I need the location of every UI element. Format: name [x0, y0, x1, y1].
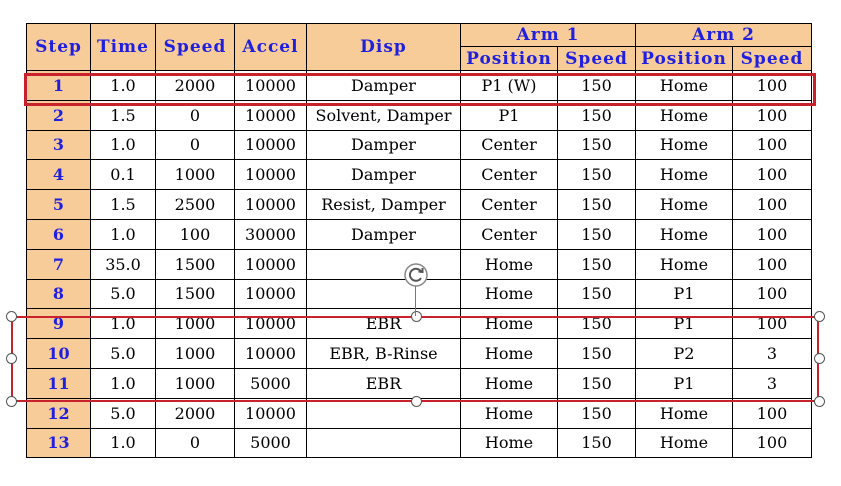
cell-arm2-speed: 3 [733, 339, 812, 369]
cell-speed: 2000 [156, 71, 235, 101]
cell-disp [307, 428, 461, 458]
cell-arm1-position: Home [461, 368, 558, 398]
cell-arm2-speed: 100 [733, 219, 812, 249]
cell-disp: Damper [307, 219, 461, 249]
cell-time: 1.5 [91, 190, 156, 220]
cell-step: 7 [27, 249, 91, 279]
header-time: Time [91, 24, 156, 71]
cell-step: 10 [27, 339, 91, 369]
header-arm2: Arm 2 [636, 24, 812, 47]
rotate-icon[interactable] [403, 262, 429, 288]
cell-disp: Resist, Damper [307, 190, 461, 220]
cell-step: 13 [27, 428, 91, 458]
cell-time: 1.0 [91, 219, 156, 249]
cell-arm2-position: Home [636, 428, 733, 458]
cell-arm1-speed: 150 [558, 71, 636, 101]
cell-speed: 0 [156, 428, 235, 458]
cell-arm1-speed: 150 [558, 160, 636, 190]
cell-arm2-speed: 100 [733, 71, 812, 101]
cell-arm2-position: Home [636, 71, 733, 101]
table-row [27, 190, 812, 220]
header-arm1: Arm 1 [461, 24, 636, 47]
table-row [27, 368, 812, 398]
table-row [27, 219, 812, 249]
cell-arm2-speed: 100 [733, 130, 812, 160]
cell-arm1-speed: 150 [558, 368, 636, 398]
cell-arm2-speed: 100 [733, 100, 812, 130]
cell-accel: 10000 [235, 100, 307, 130]
header-arm1-speed: Speed [558, 47, 636, 71]
cell-arm1-position: Center [461, 130, 558, 160]
cell-disp: Solvent, Damper [307, 100, 461, 130]
cell-accel: 30000 [235, 219, 307, 249]
cell-step: 5 [27, 190, 91, 220]
cell-arm1-speed: 150 [558, 249, 636, 279]
cell-arm2-position: Home [636, 219, 733, 249]
cell-accel: 10000 [235, 130, 307, 160]
cell-accel: 10000 [235, 71, 307, 101]
cell-arm1-position: Home [461, 249, 558, 279]
cell-time: 5.0 [91, 398, 156, 428]
cell-speed: 0 [156, 130, 235, 160]
cell-arm1-speed: 150 [558, 190, 636, 220]
cell-arm2-speed: 100 [733, 249, 812, 279]
cell-accel: 5000 [235, 368, 307, 398]
cell-speed: 1500 [156, 279, 235, 309]
header-speed: Speed [156, 24, 235, 71]
cell-disp [307, 249, 461, 279]
cell-step: 3 [27, 130, 91, 160]
resize-handle-bottom-left[interactable] [6, 396, 17, 407]
cell-arm2-speed: 100 [733, 160, 812, 190]
cell-arm2-position: Home [636, 398, 733, 428]
cell-arm1-position: Center [461, 190, 558, 220]
header-arm2-speed: Speed [733, 47, 812, 71]
cell-step: 4 [27, 160, 91, 190]
cell-arm1-speed: 150 [558, 339, 636, 369]
cell-arm2-position: Home [636, 130, 733, 160]
cell-arm1-position: Home [461, 428, 558, 458]
cell-speed: 1000 [156, 339, 235, 369]
cell-step: 2 [27, 100, 91, 130]
table-row [27, 160, 812, 190]
cell-arm1-position: Home [461, 339, 558, 369]
header-step: Step [27, 24, 91, 71]
cell-arm2-position: P1 [636, 279, 733, 309]
cell-step: 11 [27, 368, 91, 398]
cell-arm1-speed: 150 [558, 309, 636, 339]
resize-handle-middle-left[interactable] [6, 353, 17, 364]
cell-arm2-position: Home [636, 100, 733, 130]
cell-speed: 2500 [156, 190, 235, 220]
cell-accel: 5000 [235, 428, 307, 458]
resize-handle-top-left[interactable] [6, 311, 17, 322]
cell-disp [307, 279, 461, 309]
cell-arm2-position: Home [636, 160, 733, 190]
cell-accel: 10000 [235, 249, 307, 279]
cell-time: 35.0 [91, 249, 156, 279]
cell-accel: 10000 [235, 309, 307, 339]
cell-time: 0.1 [91, 160, 156, 190]
cell-time: 1.5 [91, 100, 156, 130]
cell-step: 1 [27, 71, 91, 101]
cell-step: 6 [27, 219, 91, 249]
cell-step: 8 [27, 279, 91, 309]
cell-arm1-speed: 150 [558, 100, 636, 130]
cell-arm1-speed: 150 [558, 130, 636, 160]
cell-accel: 10000 [235, 160, 307, 190]
cell-disp: Damper [307, 71, 461, 101]
resize-handle-middle-right[interactable] [814, 353, 825, 364]
cell-disp: EBR [307, 309, 461, 339]
cell-arm1-position: Center [461, 219, 558, 249]
cell-time: 1.0 [91, 309, 156, 339]
cell-arm1-speed: 150 [558, 398, 636, 428]
header-arm2-position: Position [636, 47, 733, 71]
cell-arm2-position: P1 [636, 309, 733, 339]
cell-arm2-speed: 100 [733, 279, 812, 309]
cell-arm2-speed: 100 [733, 428, 812, 458]
cell-arm2-speed: 3 [733, 368, 812, 398]
resize-handle-bottom-middle[interactable] [411, 396, 422, 407]
cell-arm2-position: Home [636, 190, 733, 220]
header-arm1-position: Position [461, 47, 558, 71]
cell-disp: Damper [307, 130, 461, 160]
cell-arm2-speed: 100 [733, 398, 812, 428]
cell-time: 1.0 [91, 71, 156, 101]
cell-arm1-speed: 150 [558, 279, 636, 309]
cell-speed: 1000 [156, 160, 235, 190]
header-disp: Disp [307, 24, 461, 71]
cell-arm2-position: P2 [636, 339, 733, 369]
recipe-table [26, 23, 812, 458]
cell-time: 1.0 [91, 428, 156, 458]
header-accel: Accel [235, 24, 307, 71]
cell-speed: 1000 [156, 309, 235, 339]
table-row [27, 100, 812, 130]
cell-arm2-speed: 100 [733, 190, 812, 220]
cell-arm2-position: P1 [636, 368, 733, 398]
cell-disp: EBR [307, 368, 461, 398]
cell-speed: 1500 [156, 249, 235, 279]
cell-disp [307, 398, 461, 428]
cell-arm2-position: Home [636, 249, 733, 279]
cell-time: 1.0 [91, 130, 156, 160]
cell-time: 1.0 [91, 368, 156, 398]
table-row [27, 130, 812, 160]
cell-time: 5.0 [91, 279, 156, 309]
cell-arm1-position: Home [461, 398, 558, 428]
cell-arm2-speed: 100 [733, 309, 812, 339]
table-row [27, 428, 812, 458]
cell-time: 5.0 [91, 339, 156, 369]
cell-accel: 10000 [235, 398, 307, 428]
cell-arm1-position: Home [461, 309, 558, 339]
cell-accel: 10000 [235, 279, 307, 309]
cell-arm1-position: Home [461, 279, 558, 309]
cell-arm1-position: Center [461, 160, 558, 190]
cell-speed: 100 [156, 219, 235, 249]
resize-handle-top-right[interactable] [814, 311, 825, 322]
cell-step: 12 [27, 398, 91, 428]
cell-disp: Damper [307, 160, 461, 190]
cell-arm1-speed: 150 [558, 219, 636, 249]
cell-step: 9 [27, 309, 91, 339]
table-row [27, 339, 812, 369]
resize-handle-bottom-right[interactable] [814, 396, 825, 407]
cell-speed: 0 [156, 100, 235, 130]
cell-arm1-speed: 150 [558, 428, 636, 458]
cell-accel: 10000 [235, 339, 307, 369]
cell-disp: EBR, B-Rinse [307, 339, 461, 369]
cell-arm1-position: P1 [461, 100, 558, 130]
resize-handle-top-middle[interactable] [411, 311, 422, 322]
cell-speed: 2000 [156, 398, 235, 428]
cell-accel: 10000 [235, 190, 307, 220]
cell-arm1-position: P1 (W) [461, 71, 558, 101]
cell-speed: 1000 [156, 368, 235, 398]
table-row [27, 71, 812, 101]
